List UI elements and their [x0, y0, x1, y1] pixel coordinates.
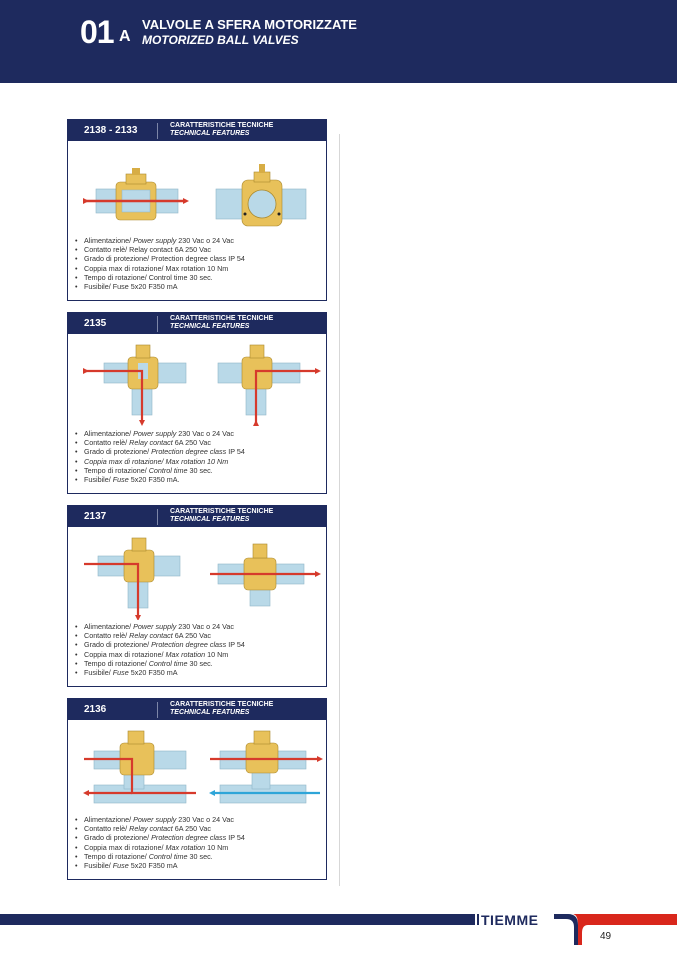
chapter-letter: A	[119, 28, 131, 45]
spec-protection-class: • Grado di protezione/ Protection degree class IP 54	[75, 254, 245, 263]
valve-illustration-3-way-t	[68, 528, 326, 620]
features-title-it: CARATTERISTICHE TECNICHE	[170, 122, 274, 129]
spec-control-time: • Tempo di rotazione/ Control time 30 sec.	[75, 273, 245, 282]
card-header	[68, 506, 326, 527]
column-divider	[339, 134, 340, 886]
card-header	[68, 313, 326, 334]
chapter-number: 01	[80, 14, 114, 50]
spec-list	[75, 429, 245, 484]
product-card-2136	[67, 698, 327, 880]
spec-relay-contact: • Contatto relè/ Relay contact 6A 250 Vac	[75, 245, 245, 254]
header-divider	[157, 509, 158, 525]
product-code: 2136	[84, 704, 107, 715]
product-code: 2137	[84, 511, 107, 522]
header-divider	[157, 316, 158, 332]
spec-power-supply: • Alimentazione/ Power supply 230 Vac o 24 Vac	[75, 236, 245, 245]
brand-swoosh-icon	[554, 911, 677, 947]
valve-illustration-4-way	[68, 721, 326, 813]
features-title-en: TECHNICAL FEATURES	[170, 323, 250, 330]
spec-fuse: • Fusibile/ Fuse 5x20 F350 mA	[75, 282, 245, 291]
spec-power-supply: • Alimentazione/ Power supply 230 Vac o 24 Vac	[75, 429, 245, 438]
header-divider	[157, 702, 158, 718]
spec-fuse: • Fusibile/ Fuse 5x20 F350 mA.	[75, 475, 245, 484]
footer-tick	[477, 914, 479, 925]
product-card-2135	[67, 312, 327, 494]
spec-max-torque: • Coppia max di rotazione/ Max rotation 10 Nm	[75, 843, 245, 852]
product-card-2137	[67, 505, 327, 687]
valve-illustration-3-way-l	[68, 335, 326, 427]
spec-fuse: • Fusibile/ Fuse 5x20 F350 mA	[75, 668, 245, 677]
footer-bar	[0, 914, 475, 925]
features-title-en: TECHNICAL FEATURES	[170, 709, 250, 716]
page-number: 49	[600, 931, 612, 942]
spec-list	[75, 622, 245, 677]
spec-list	[75, 236, 245, 291]
spec-relay-contact: • Contatto relè/ Relay contact 6A 250 Vac	[75, 631, 245, 640]
spec-control-time: • Tempo di rotazione/ Control time 30 sec.	[75, 659, 245, 668]
section-title-en: MOTORIZED BALL VALVES	[142, 33, 299, 47]
spec-protection-class: • Grado di protezione/ Protection degree class IP 54	[75, 447, 245, 456]
spec-max-torque: • Coppia max di rotazione/ Max rotation 10 Nm	[75, 457, 245, 466]
spec-fuse: • Fusibile/ Fuse 5x20 F350 mA	[75, 861, 245, 870]
features-title-en: TECHNICAL FEATURES	[170, 516, 250, 523]
features-title-it: CARATTERISTICHE TECNICHE	[170, 701, 274, 708]
features-title-it: CARATTERISTICHE TECNICHE	[170, 315, 274, 322]
features-title-en: TECHNICAL FEATURES	[170, 130, 250, 137]
card-header	[68, 699, 326, 720]
product-card-2138-2133	[67, 119, 327, 301]
section-title-it: VALVOLE A SFERA MOTORIZZATE	[142, 17, 357, 32]
header-divider	[157, 123, 158, 139]
valve-illustration-2-way	[68, 142, 326, 234]
brand-logo-text: TIEMME	[481, 912, 539, 928]
spec-power-supply: • Alimentazione/ Power supply 230 Vac o 24 Vac	[75, 815, 245, 824]
card-header	[68, 120, 326, 141]
spec-power-supply: • Alimentazione/ Power supply 230 Vac o 24 Vac	[75, 622, 245, 631]
spec-relay-contact: • Contatto relè/ Relay contact 6A 250 Vac	[75, 438, 245, 447]
spec-max-torque: • Coppia max di rotazione/ Max rotation 10 Nm	[75, 264, 245, 273]
features-title-it: CARATTERISTICHE TECNICHE	[170, 508, 274, 515]
spec-relay-contact: • Contatto relè/ Relay contact 6A 250 Vac	[75, 824, 245, 833]
product-code: 2135	[84, 318, 107, 329]
spec-control-time: • Tempo di rotazione/ Control time 30 sec.	[75, 466, 245, 475]
spec-protection-class: • Grado di protezione/ Protection degree class IP 54	[75, 640, 245, 649]
spec-control-time: • Tempo di rotazione/ Control time 30 sec.	[75, 852, 245, 861]
page-header	[0, 0, 677, 83]
spec-max-torque: • Coppia max di rotazione/ Max rotation 10 Nm	[75, 650, 245, 659]
product-code: 2138 - 2133	[84, 125, 138, 136]
spec-list	[75, 815, 245, 870]
spec-protection-class: • Grado di protezione/ Protection degree class IP 54	[75, 833, 245, 842]
